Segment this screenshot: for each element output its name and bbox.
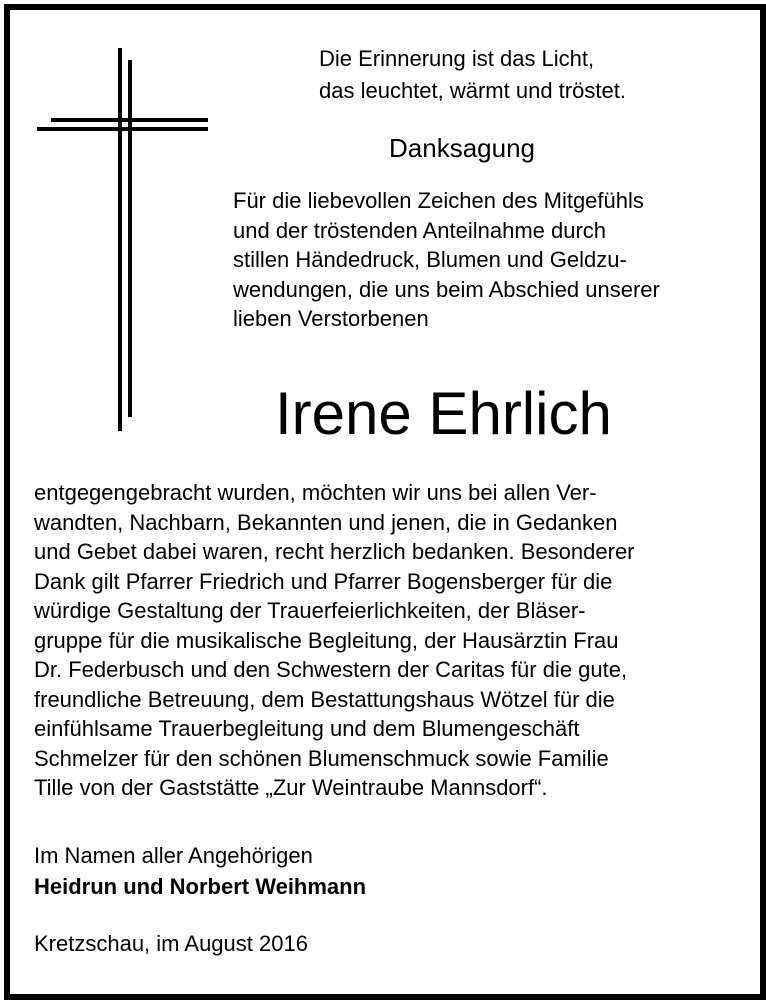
body-line: Schmelzer für den schönen Blumenschmuck sowie Familie	[34, 745, 609, 771]
intro-line: stillen Händedruck, Blumen und Geldzu-	[233, 247, 627, 272]
body-line: Dr. Federbusch und den Schwestern der Caritas für die gute,	[34, 657, 628, 682]
body-line: gruppe für die musikalische Begleitung, der Hausärztin Frau	[34, 627, 619, 653]
intro-line: lieben Verstorbenen	[233, 306, 429, 331]
closing-block	[34, 840, 366, 902]
body-line: und Gebet dabei waren, recht herzlich bedanken. Besonderer	[34, 539, 635, 564]
intro-line: wendungen, die uns beim Abschied unserer	[233, 276, 660, 302]
body-line: einfühlsame Trauerbegleitung und dem Blumengeschäft	[34, 716, 580, 741]
intro-paragraph	[233, 186, 660, 334]
heading-danksagung: Danksagung	[389, 133, 535, 163]
body-line: Tille von der Gaststätte „Zur Weintraube Mannsdorf“.	[34, 775, 548, 800]
intro-line: und der tröstenden Anteilnahme durch	[233, 217, 607, 243]
body-line: freundliche Betreuung, dem Bestattungshaus Wötzel für die	[34, 686, 615, 712]
motto-line: Die Erinnerung ist das Licht,	[319, 46, 595, 71]
signers-names: Heidrun und Norbert Weihmann	[34, 874, 367, 899]
motto-line: das leuchtet, wärmt und tröstet.	[319, 78, 626, 103]
body-line: würdige Gestaltung der Trauerfeierlichkeiten, der Bläser-	[34, 598, 586, 623]
on-behalf-text: Im Namen aller Angehörigen	[34, 843, 313, 868]
intro-line: Für die liebevollen Zeichen des Mitgefühls	[233, 188, 644, 213]
place-and-date: Kretzschau, im August 2016	[34, 931, 308, 956]
motto-quote	[319, 43, 626, 107]
deceased-name: Irene Ehrlich	[275, 380, 612, 447]
body-line: wandten, Nachbarn, Bekannten und jenen, die in Gedanken	[34, 509, 618, 535]
body-line: Dank gilt Pfarrer Friedrich und Pfarrer Bogensberger für die	[34, 568, 613, 594]
body-paragraph	[34, 478, 635, 803]
body-line: entgegengebracht wurden, möchten wir uns bei allen Ver-	[34, 480, 597, 505]
